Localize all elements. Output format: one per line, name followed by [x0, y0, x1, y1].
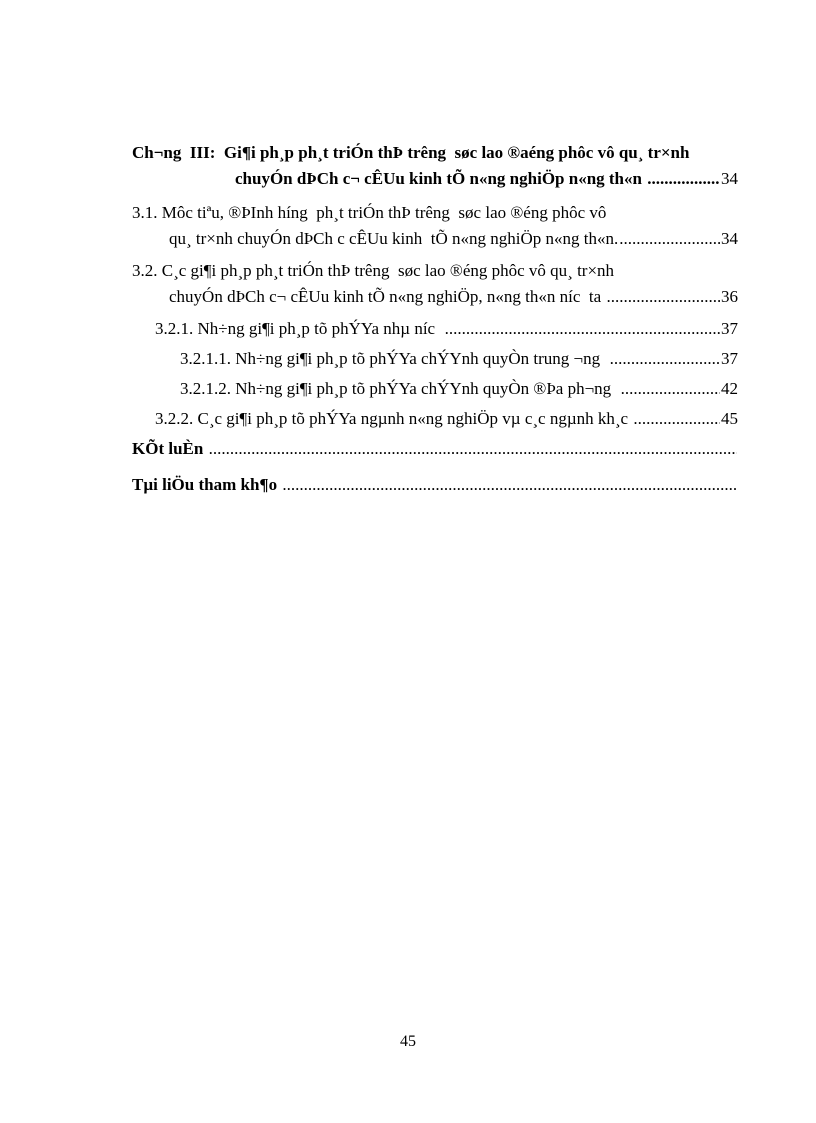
toc-page-number: 36	[721, 287, 738, 306]
toc-chapter-line2: chuyÓn dÞCh c¬ cÊUu kinh tÕ n«ng nghiÖp n«ng th«n	[235, 169, 647, 188]
toc-entry-tai-lieu	[132, 472, 738, 498]
toc-chapter-line1: Ch¬ng III: Gi¶i ph¸p ph¸t triÓn thÞ trêng søc lao ®aéng phôc vô qu¸ tr×nh	[132, 143, 690, 162]
toc-3-2-1-text: 3.2.1. Nh÷ng gi¶i ph¸p tõ phÝYa nhµ níc	[155, 319, 444, 338]
toc-3-2-line2: chuyÓn dÞCh c¬ cÊUu kinh tÕ n«ng nghiÖp, n«ng th«n níc ta	[169, 287, 606, 306]
toc-entry-3-2	[132, 258, 738, 310]
toc-page-number: 34	[721, 229, 738, 248]
toc-entry-chapter-3	[132, 140, 738, 192]
toc-dot-leader	[647, 166, 720, 192]
toc-dot-leader	[282, 472, 737, 498]
toc-entry-ket-luan	[132, 436, 738, 462]
toc-3-1-line2: qu¸ tr×nh chuyÓn dÞCh c cÊUu kinh tÕ n«ng nghiÖp n«ng th«n.	[169, 229, 619, 248]
toc-page-number: 37	[721, 319, 738, 338]
toc-entry-3-2-1-2	[132, 376, 738, 402]
toc-dot-leader	[606, 284, 720, 310]
table-of-contents	[132, 140, 738, 498]
toc-3-2-1-2-text: 3.2.1.2. Nh÷ng gi¶i ph¸p tõ phÝYa chÝYnh quyÒn ®Þa ph¬ng	[180, 379, 620, 398]
toc-dot-leader	[621, 376, 720, 402]
toc-dot-leader	[610, 346, 720, 372]
toc-entry-3-2-1-1	[132, 346, 738, 372]
toc-page-number: 42	[721, 379, 738, 398]
page-number: 45	[400, 1033, 416, 1050]
toc-dot-leader	[619, 226, 720, 252]
toc-page-number: 37	[721, 349, 738, 368]
toc-dot-leader	[445, 316, 720, 342]
toc-3-2-1-1-text: 3.2.1.1. Nh÷ng gi¶i ph¸p tõ phÝYa chÝYnh quyÒn trung ¬ng	[180, 349, 609, 368]
toc-dot-leader	[633, 406, 720, 432]
toc-entry-3-2-1	[132, 316, 738, 342]
toc-ket-luan-text: KÕt luÈn	[132, 439, 208, 458]
toc-entry-3-1	[132, 200, 738, 252]
toc-3-2-line1: 3.2. C¸c gi¶i ph¸p ph¸t triÓn thÞ trêng søc lao ®éng phôc vô qu¸ tr×nh	[132, 261, 615, 280]
toc-tai-lieu-text: Tµi liÖu tham kh¶o	[132, 475, 282, 494]
toc-3-1-line1: 3.1. Môc tiªu, ®ÞInh híng ph¸t triÓn thÞ trêng søc lao ®éng phôc vô	[132, 203, 607, 222]
toc-3-2-2-text: 3.2.2. C¸c gi¶i ph¸p tõ phÝYa ngµnh n«ng nghiÖp vµ c¸c ngµnh kh¸c	[155, 409, 633, 428]
toc-entry-3-2-2	[132, 406, 738, 432]
toc-dot-leader	[209, 436, 737, 462]
toc-page-number: 34	[721, 169, 738, 188]
toc-page-number: 45	[721, 409, 738, 428]
